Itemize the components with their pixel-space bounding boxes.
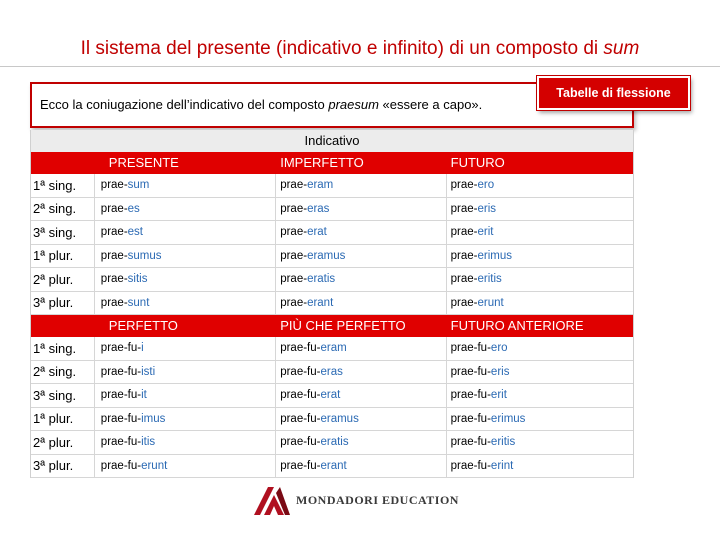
person-label: 1ª sing.	[31, 337, 95, 360]
table-row	[31, 384, 633, 408]
slide-title	[0, 38, 720, 60]
verb-stem: prae-	[450, 179, 478, 192]
verb-ending: i	[141, 342, 144, 355]
verb-form-cell	[447, 174, 633, 197]
verb-stem: prae-	[100, 226, 128, 239]
tabelle-di-flessione-button[interactable]	[537, 76, 690, 110]
verb-form-cell	[95, 337, 276, 360]
verb-form-cell	[95, 384, 276, 407]
verb-ending: eram	[307, 179, 334, 192]
person-label: 3ª plur.	[31, 292, 95, 315]
verb-form-cell	[95, 198, 276, 221]
verb-form-cell	[276, 361, 446, 384]
verb-stem: prae-	[450, 249, 478, 262]
table-row	[31, 268, 633, 292]
verb-ending: eritis	[490, 436, 516, 449]
slide-title-text: Il sistema del presente (indicativo e infinito) di un composto di sum	[80, 38, 640, 59]
verb-stem: prae-fu-	[280, 459, 321, 472]
header-blank-cell	[31, 315, 95, 337]
verb-stem: prae-	[100, 249, 128, 262]
person-label: 2ª sing.	[31, 198, 95, 221]
verb-stem: prae-fu-	[100, 365, 142, 378]
table-row	[31, 198, 633, 222]
verb-stem: prae-fu-	[100, 459, 142, 472]
verb-form-cell	[276, 384, 446, 407]
verb-ending: eram	[320, 342, 347, 355]
verb-ending: ero	[477, 179, 495, 192]
verb-stem: prae-	[450, 226, 478, 239]
verb-form-cell	[95, 455, 276, 478]
verb-stem: prae-	[280, 226, 308, 239]
column-header: FUTURO	[450, 155, 505, 170]
verb-form-cell	[95, 221, 276, 244]
verb-stem: prae-	[450, 296, 478, 309]
mondadori-logo-icon	[250, 483, 292, 517]
verb-stem: prae-fu-	[100, 412, 142, 425]
verb-form-cell	[95, 431, 276, 454]
person-label: 1ª plur.	[31, 408, 95, 431]
verb-ending: erit	[477, 226, 494, 239]
column-header: IMPERFETTO	[280, 155, 364, 170]
verb-form-cell	[447, 455, 633, 478]
verb-form-cell	[95, 361, 276, 384]
verb-form-cell	[95, 292, 276, 315]
verb-stem: prae-	[280, 273, 308, 286]
verb-ending: sunt	[127, 296, 150, 309]
verb-form-cell	[447, 408, 633, 431]
verb-ending: isti	[141, 365, 156, 378]
verb-ending: erint	[490, 459, 514, 472]
table-header-row	[31, 152, 633, 174]
column-header: PRESENTE	[108, 155, 179, 170]
person-label: 1ª plur.	[31, 245, 95, 268]
table-row	[31, 174, 633, 198]
table-row	[31, 221, 633, 245]
verb-form-cell	[447, 431, 633, 454]
verb-ending: eras	[320, 365, 343, 378]
verb-form-cell	[447, 245, 633, 268]
verb-stem: prae-	[100, 179, 128, 192]
verb-ending: est	[127, 226, 143, 239]
verb-stem: prae-	[100, 296, 128, 309]
verb-form-cell	[95, 408, 276, 431]
verb-stem: prae-fu-	[100, 436, 142, 449]
person-label: 1ª sing.	[31, 174, 95, 197]
verb-form-cell	[447, 337, 633, 360]
verb-ending: eratis	[307, 273, 336, 286]
verb-stem: prae-fu-	[450, 365, 491, 378]
publisher-name: MONDADORI EDUCATION	[296, 492, 459, 507]
table-body	[31, 152, 633, 478]
table-row	[31, 361, 633, 385]
person-label: 2ª plur.	[31, 431, 95, 454]
verb-form-cell	[447, 292, 633, 315]
verb-ending: imus	[141, 412, 166, 425]
verb-stem: prae-	[280, 202, 308, 215]
verb-form-cell	[276, 245, 446, 268]
verb-ending: eris	[477, 202, 497, 215]
verb-form-cell	[447, 221, 633, 244]
verb-stem: prae-fu-	[280, 436, 321, 449]
verb-ending: eratis	[320, 436, 349, 449]
verb-form-cell	[447, 268, 633, 291]
verb-stem: prae-	[280, 249, 308, 262]
verb-stem: prae-fu-	[450, 436, 491, 449]
verb-form-cell	[276, 198, 446, 221]
verb-form-cell	[447, 384, 633, 407]
verb-ending: erit	[490, 389, 507, 402]
verb-ending: erat	[307, 226, 327, 239]
verb-stem: prae-fu-	[450, 389, 491, 402]
verb-stem: prae-	[280, 179, 308, 192]
verb-ending: eramus	[320, 412, 359, 425]
verb-stem: prae-fu-	[280, 412, 321, 425]
header-blank-cell	[31, 152, 95, 174]
verb-stem: prae-	[100, 273, 128, 286]
verb-form-cell	[276, 455, 446, 478]
verb-form-cell	[276, 268, 446, 291]
verb-stem: prae-fu-	[280, 365, 321, 378]
table-header-row	[31, 315, 633, 337]
verb-ending: erunt	[477, 296, 504, 309]
verb-stem: prae-	[450, 202, 478, 215]
table-row	[31, 337, 633, 361]
table-row	[31, 431, 633, 455]
verb-ending: sum	[127, 179, 150, 192]
verb-form-cell	[276, 174, 446, 197]
person-label: 3ª sing.	[31, 221, 95, 244]
verb-stem: prae-	[280, 296, 308, 309]
verb-form-cell	[95, 268, 276, 291]
verb-ending: eras	[307, 202, 330, 215]
table-row	[31, 408, 633, 432]
verb-ending: erimus	[490, 412, 526, 425]
verb-ending: itis	[141, 436, 156, 449]
verb-stem: prae-	[450, 273, 478, 286]
verb-stem: prae-fu-	[280, 342, 321, 355]
verb-form-cell	[276, 337, 446, 360]
conjugation-table	[30, 130, 634, 478]
verb-stem: prae-fu-	[100, 342, 142, 355]
verb-stem: prae-fu-	[450, 459, 491, 472]
publisher-logo	[250, 482, 472, 518]
intro-text: Ecco la coniugazione dell’indicativo del composto praesum «essere a capo».	[40, 97, 483, 112]
verb-form-cell	[276, 221, 446, 244]
verb-ending: it	[141, 389, 147, 402]
title-divider	[0, 66, 720, 67]
verb-ending: erunt	[141, 459, 168, 472]
verb-ending: erat	[320, 389, 341, 402]
verb-form-cell	[95, 245, 276, 268]
verb-stem: prae-	[100, 202, 128, 215]
column-header: PIÙ CHE PERFETTO	[280, 318, 406, 333]
table-row	[31, 455, 633, 479]
verb-form-cell	[95, 174, 276, 197]
person-label: 3ª plur.	[31, 455, 95, 478]
verb-stem: prae-fu-	[100, 389, 142, 402]
table-caption: Indicativo	[31, 130, 633, 152]
table-row	[31, 292, 633, 316]
verb-form-cell	[447, 198, 633, 221]
verb-ending: eritis	[477, 273, 502, 286]
verb-form-cell	[276, 292, 446, 315]
person-label: 2ª sing.	[31, 361, 95, 384]
verb-stem: prae-fu-	[450, 342, 491, 355]
verb-ending: erant	[307, 296, 334, 309]
verb-ending: es	[127, 202, 140, 215]
verb-form-cell	[276, 408, 446, 431]
verb-ending: sumus	[127, 249, 162, 262]
tabelle-di-flessione-label: Tabelle di flessione	[556, 86, 671, 100]
verb-ending: sitis	[127, 273, 148, 286]
verb-ending: erimus	[477, 249, 513, 262]
column-header: PERFETTO	[108, 318, 178, 333]
verb-stem: prae-fu-	[280, 389, 321, 402]
verb-ending: eris	[490, 365, 510, 378]
verb-ending: erant	[320, 459, 347, 472]
verb-ending: eramus	[307, 249, 346, 262]
verb-stem: prae-fu-	[450, 412, 491, 425]
verb-form-cell	[447, 361, 633, 384]
table-row	[31, 245, 633, 269]
verb-ending: ero	[490, 342, 508, 355]
column-header: FUTURO ANTERIORE	[450, 318, 584, 333]
person-label: 2ª plur.	[31, 268, 95, 291]
verb-form-cell	[276, 431, 446, 454]
person-label: 3ª sing.	[31, 384, 95, 407]
